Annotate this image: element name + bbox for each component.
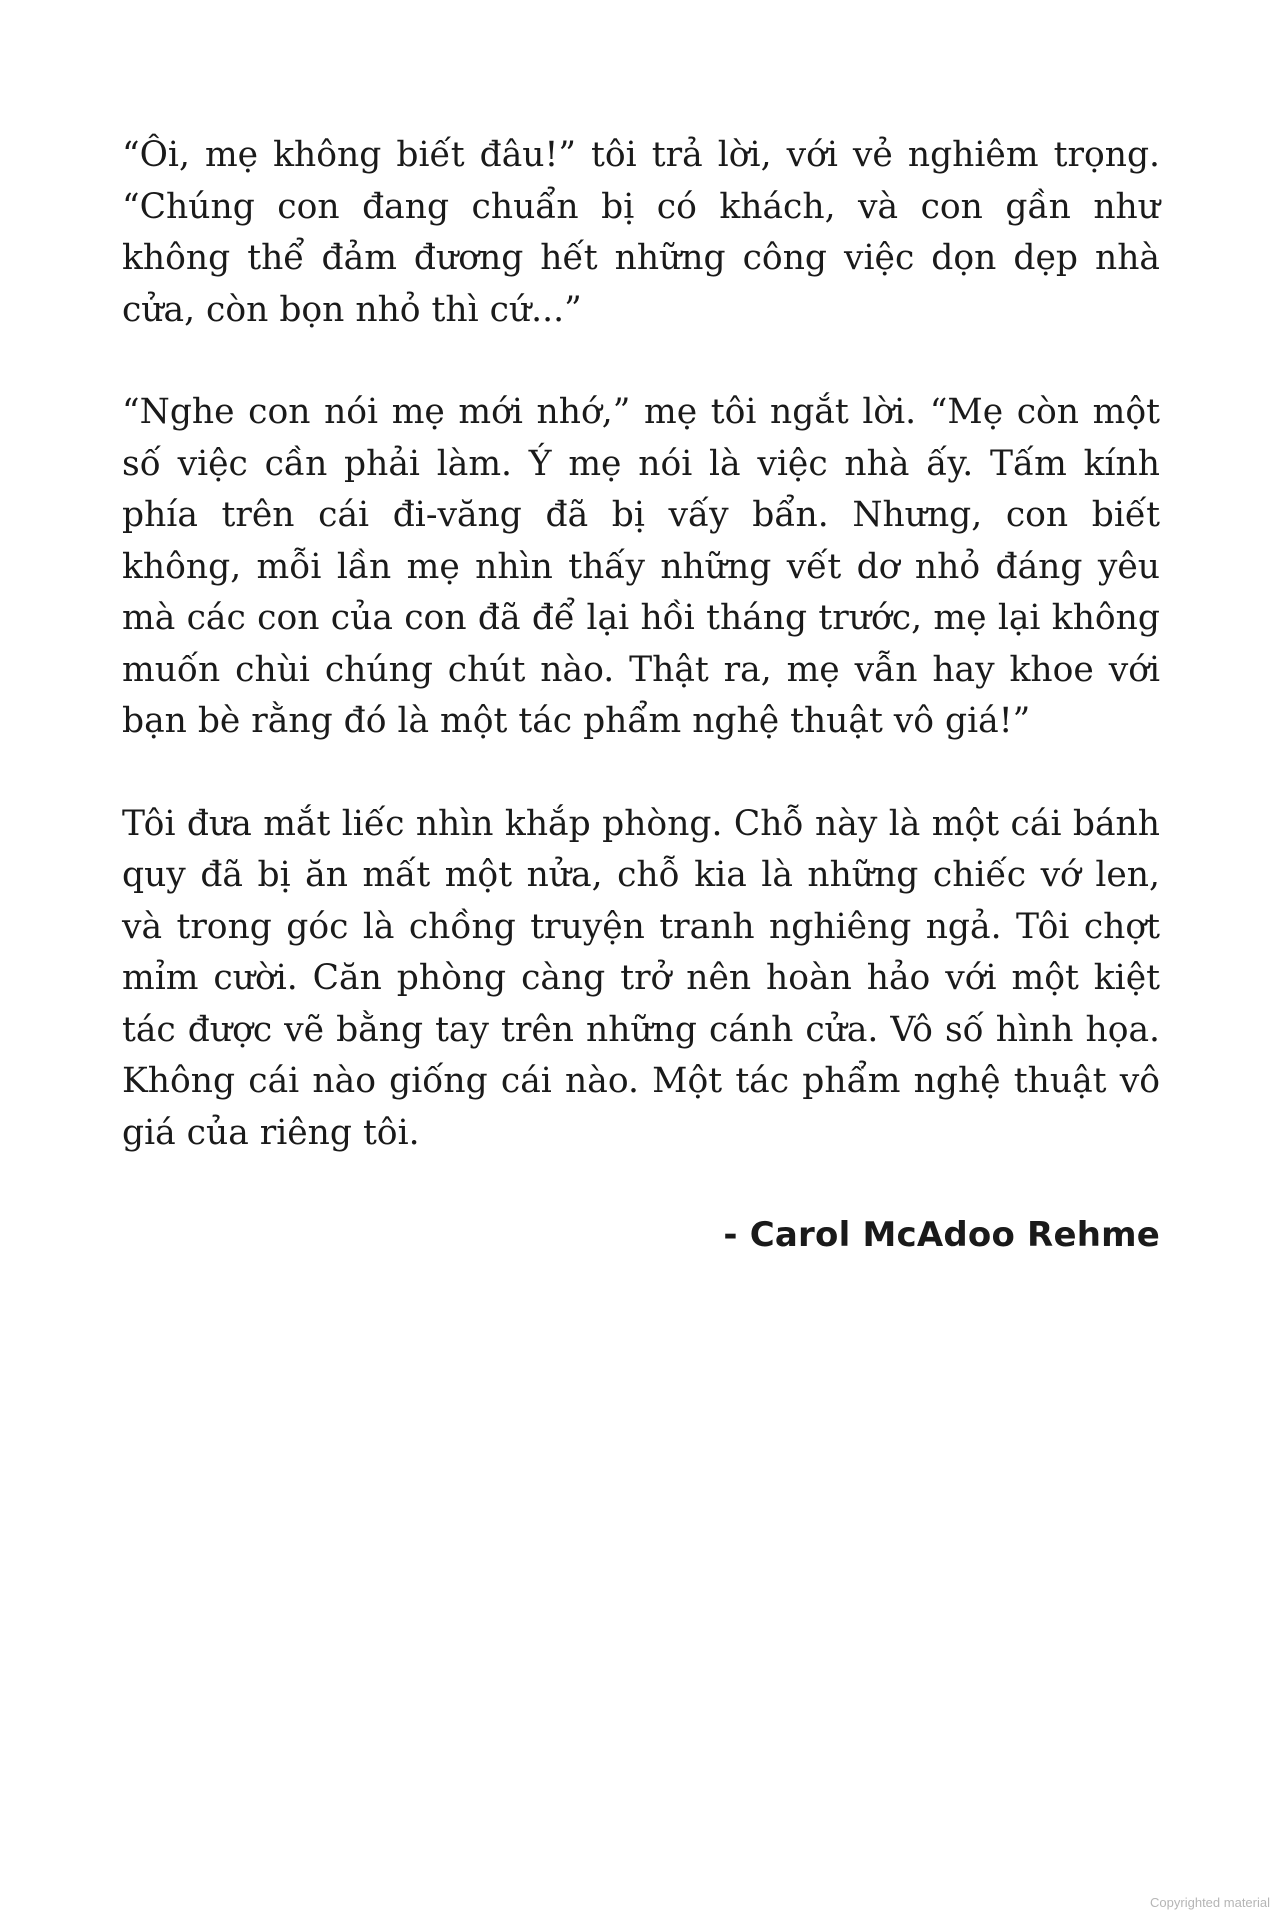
- story-paragraph-1: “Ôi, mẹ không biết đâu!” tôi trả lời, với vẻ nghiêm trọng. “Chúng con đang chuẩn bị có khách, và con gần như không thể đảm đương hết những công việc dọn dẹp nhà cửa, còn bọn nhỏ thì cứ...”: [122, 135, 1160, 330]
- author-signature: - Carol McAdoo Rehme: [723, 1215, 1160, 1255]
- story-paragraph-3: Tôi đưa mắt liếc nhìn khắp phòng. Chỗ này là một cái bánh quy đã bị ăn mất một nửa, chỗ kia là những chiếc vớ len, và trong góc là chồng truyện tranh nghiêng ngả. Tôi chợt mỉm cười. Căn phòng càng trở nên hoàn hảo với một kiệt tác được vẽ bằng tay trên những cánh cửa. Vô số hình họa. Không cái nào giống cái nào. Một tác phẩm nghệ thuật vô giá của riêng tôi.: [122, 803, 1160, 1153]
- story-paragraph-2: “Nghe con nói mẹ mới nhớ,” mẹ tôi ngắt lời. “Mẹ còn một số việc cần phải làm. Ý mẹ nói là việc nhà ấy. Tấm kính phía trên cái đi-văng đã bị vấy bẩn. Nhưng, con biết không, mỗi lần mẹ nhìn thấy những vết dơ nhỏ đáng yêu mà các con của con đã để lại hồi tháng trước, mẹ lại không muốn chùi chúng chút nào. Thật ra, mẹ vẫn hay khoe với bạn bè rằng đó là một tác phẩm nghệ thuật vô giá!”: [122, 392, 1160, 741]
- story-text: [122, 130, 1160, 1261]
- copyright-notice: Copyrighted material: [1150, 1895, 1270, 1910]
